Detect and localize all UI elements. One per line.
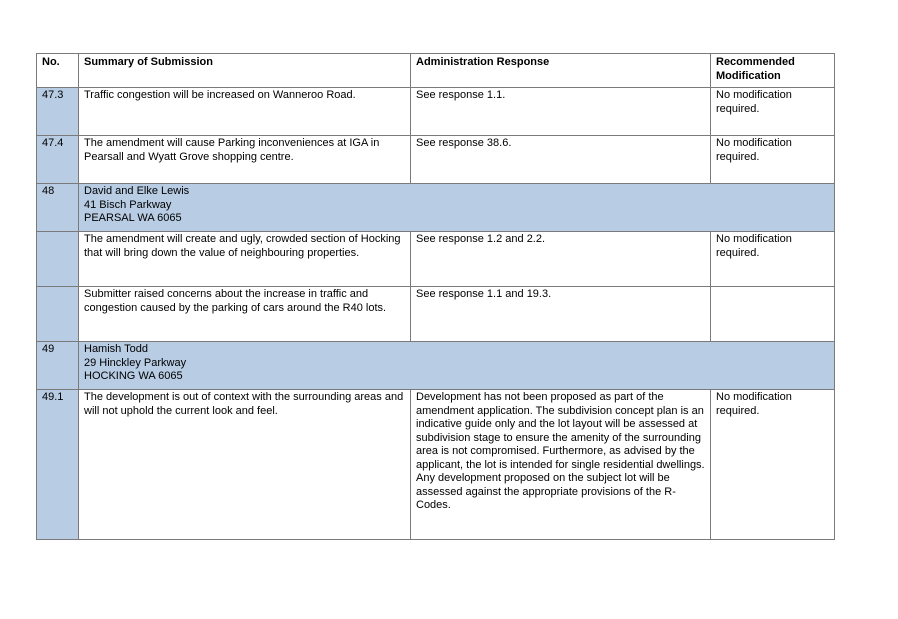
row-number: 49.1	[37, 390, 79, 540]
row-modification	[711, 287, 835, 342]
row-number: 47.3	[37, 88, 79, 136]
row-number	[37, 287, 79, 342]
submitter-row	[37, 342, 835, 390]
row-number: 47.4	[37, 136, 79, 184]
row-modification: No modification required.	[711, 136, 835, 184]
row-summary: The amendment will create and ugly, crowded section of Hocking that will bring down the value of neighbouring properties.	[79, 232, 411, 287]
row-modification: No modification required.	[711, 390, 835, 540]
submitter-number: 49	[37, 342, 79, 390]
submissions-table	[36, 53, 835, 540]
row-summary: The amendment will cause Parking inconveniences at IGA in Pearsall and Wyatt Grove shopping centre.	[79, 136, 411, 184]
submitter-address-line: PEARSAL WA 6065	[84, 212, 182, 224]
submitter-address-line: HOCKING WA 6065	[84, 370, 183, 382]
submitter-number: 48	[37, 184, 79, 232]
row-response: See response 1.1 and 19.3.	[411, 287, 711, 342]
row-response: See response 1.2 and 2.2.	[411, 232, 711, 287]
submitter-address-line: 41 Bisch Parkway	[84, 198, 172, 211]
row-response: See response 38.6.	[411, 136, 711, 184]
row-summary: Submitter raised concerns about the increase in traffic and congestion caused by the parking of cars around the R40 lots.	[79, 287, 411, 342]
submitter-details	[79, 342, 835, 390]
row-number	[37, 232, 79, 287]
submitter-address-line: 29 Hinckley Parkway	[84, 356, 187, 369]
row-summary: Traffic congestion will be increased on Wanneroo Road.	[79, 88, 411, 136]
header-no: No.	[37, 54, 79, 88]
table-row	[37, 136, 835, 184]
table-row	[37, 390, 835, 540]
table-row	[37, 232, 835, 287]
row-response: See response 1.1.	[411, 88, 711, 136]
submitter-name: Hamish Todd	[84, 343, 148, 355]
submitter-details	[79, 184, 835, 232]
table-row	[37, 88, 835, 136]
header-response: Administration Response	[411, 54, 711, 88]
row-modification: No modification required.	[711, 88, 835, 136]
row-modification: No modification required.	[711, 232, 835, 287]
header-modification: Recommended Modification	[711, 54, 835, 88]
submitter-row	[37, 184, 835, 232]
row-response: Development has not been proposed as part of the amendment application. The subdivision concept plan is an indicative guide only and the lot layout will be assessed at subdivision stage to ensure the amenity of the surrounding area is not compromised. Furthermore, as advised by the applicant, the lot is intended for single residential dwellings. Any development proposed on the subject lot will be assessed against the appropriate provisions of the R-Codes.	[411, 390, 711, 540]
submitter-name: David and Elke Lewis	[84, 185, 190, 197]
header-row	[37, 54, 835, 88]
header-summary: Summary of Submission	[79, 54, 411, 88]
table-row	[37, 287, 835, 342]
row-summary: The development is out of context with the surrounding areas and will not uphold the current look and feel.	[79, 390, 411, 540]
